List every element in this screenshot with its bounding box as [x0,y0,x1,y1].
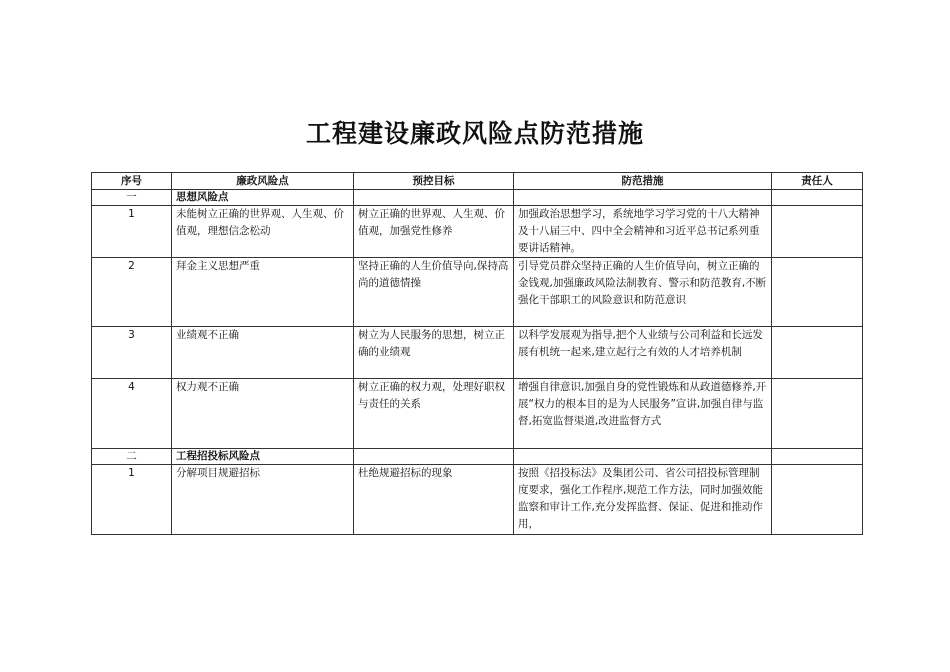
target-cell: 树立正确的权力观，处理好职权与责任的关系 [354,379,514,449]
measure-cell: 引导党员群众坚持正确的人生价值导向，树立正确的金钱观,加强廉政风险法制教育、警示和防范教育,不断强化干部职工的风险意识和防范意识 [514,258,772,327]
header-target: 预控目标 [354,173,514,190]
row-seq: 4 [92,379,172,449]
table-header-row [92,173,863,190]
empty-cell [772,190,863,206]
owner-cell [772,327,863,379]
section-title: 工程招投标风险点 [172,449,354,465]
section-title: 思想风险点 [172,190,354,206]
owner-cell [772,465,863,535]
risk-cell: 权力观不正确 [172,379,354,449]
owner-cell [772,379,863,449]
risk-table [91,172,863,535]
risk-cell: 未能树立正确的世界观、人生观、价值观，理想信念松动 [172,206,354,258]
empty-cell [354,449,514,465]
section-number: 二 [92,449,172,465]
empty-cell [514,449,772,465]
target-cell: 杜绝规避招标的现象 [354,465,514,535]
section-row [92,449,863,465]
section-row [92,190,863,206]
measure-cell: 增强自律意识,加强自身的党性锻炼和从政道德修养,开展“权力的根本目的是为人民服务”宣讲,加强自律与监督,拓宽监督渠道,改进监督方式 [514,379,772,449]
row-seq: 3 [92,327,172,379]
row-seq: 1 [92,206,172,258]
table-row [92,258,863,327]
measure-cell: 加强政治思想学习，系统地学习学习党的十八大精神及十八届三中、四中全会精神和习近平总书记系列重要讲话精神。 [514,206,772,258]
row-seq: 2 [92,258,172,327]
measure-cell: 以科学发展观为指导,把个人业绩与公司利益和长远发展有机统一起来,建立起行之有效的人才培养机制 [514,327,772,379]
table-row [92,327,863,379]
owner-cell [772,258,863,327]
header-owner: 责任人 [772,173,863,190]
empty-cell [772,449,863,465]
header-measure: 防范措施 [514,173,772,190]
target-cell: 坚持正确的人生价值导向,保持高尚的道德情操 [354,258,514,327]
risk-cell: 拜金主义思想严重 [172,258,354,327]
target-cell: 树立为人民服务的思想，树立正确的业绩观 [354,327,514,379]
measure-cell: 按照《招投标法》及集团公司、省公司招投标管理制度要求，强化工作程序,规范工作方法，同时加强效能监察和审计工作,充分发挥监督、保证、促进和推动作用， [514,465,772,535]
section-number: 一 [92,190,172,206]
risk-cell: 分解项目规避招标 [172,465,354,535]
header-seq: 序号 [92,173,172,190]
page-title: 工程建设廉政风险点防范措施 [305,119,644,148]
empty-cell [514,190,772,206]
owner-cell [772,206,863,258]
risk-cell: 业绩观不正确 [172,327,354,379]
empty-cell [354,190,514,206]
row-seq: 1 [92,465,172,535]
target-cell: 树立正确的世界观、人生观、价值观，加强党性修养 [354,206,514,258]
table-row [92,465,863,535]
header-risk: 廉政风险点 [172,173,354,190]
table-row [92,379,863,449]
table-row [92,206,863,258]
